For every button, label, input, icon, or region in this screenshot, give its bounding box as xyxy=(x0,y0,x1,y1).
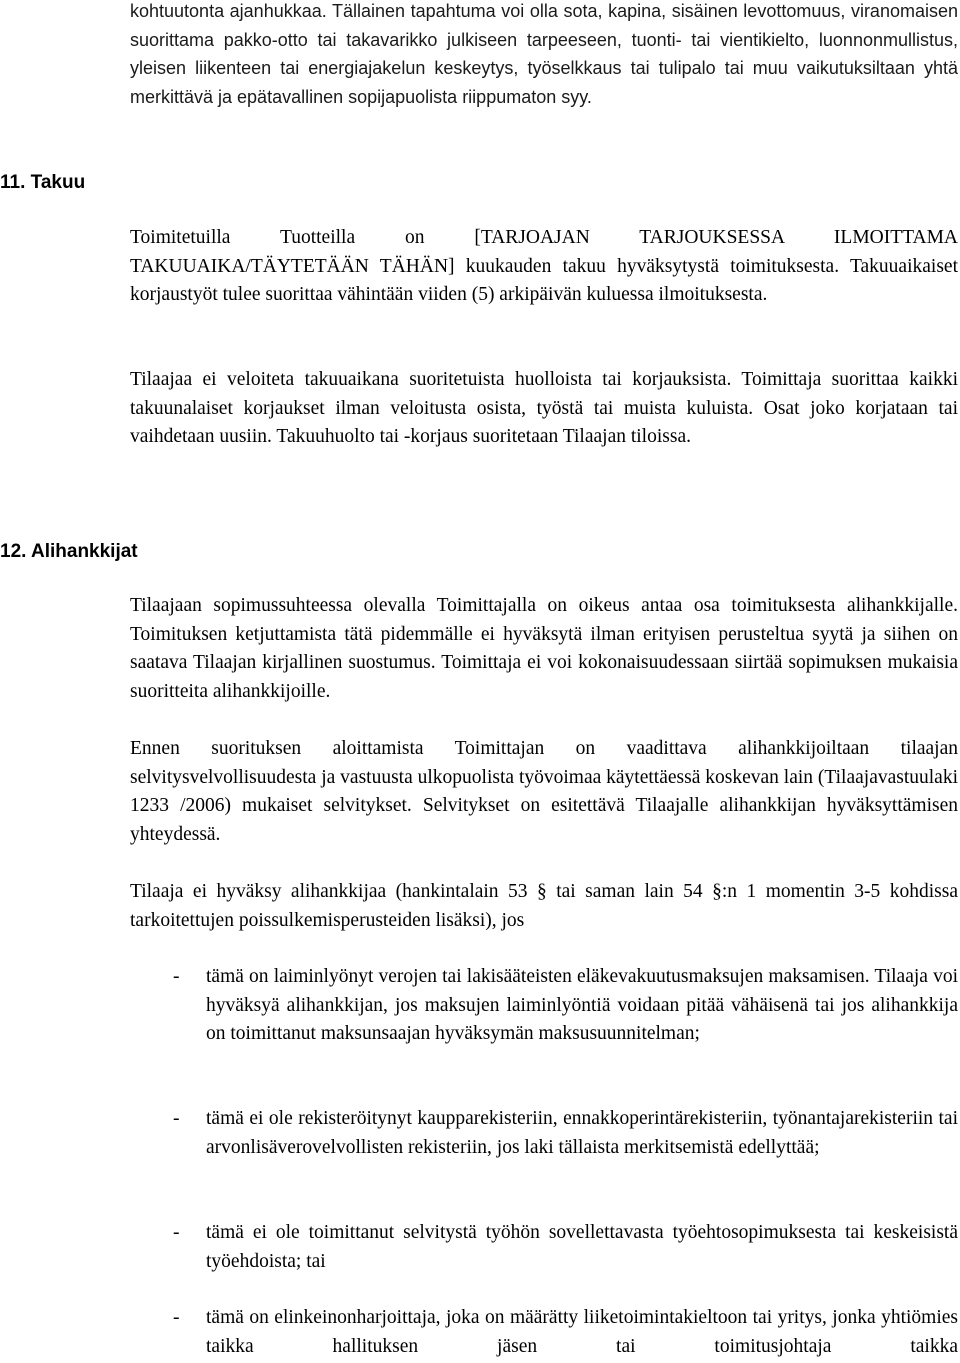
section-12-heading: 12. Alihankkijat xyxy=(0,541,138,562)
list-item-dash: - xyxy=(173,966,180,987)
list-item-text: tämä on elinkeinonharjoittaja, joka on määrätty liiketoimintakieltoon tai yritys, jonka yhtiömies taikka hallituksen jäsen tai toimitusjohtaja taikka xyxy=(206,1307,958,1357)
section-11-heading: 11. Takuu xyxy=(0,172,86,193)
list-item-dash: - xyxy=(173,1222,180,1243)
section-11-paragraph-1: Toimitetuilla Tuotteilla on [TARJOAJAN TARJOUKSESSA ILMOITTAMA TAKUUAIKA/TÄYTETÄÄN TÄHÄN] kuukauden takuu hyväksytystä toimituksesta. Takuuaikaiset korjaustyöt tulee suorittaa vähintään viiden (5) arkipäivän kuluessa ilmoituksesta. xyxy=(130,227,958,306)
list-item-text: tämä on laiminlyönyt verojen tai lakisääteisten eläkevakuutusmaksujen maksamisen. Tilaaja voi hyväksyä alihankkijan, jos maksujen laiminlyöntiä voidaan pitää vähäisenä tai jos alihankkija on toimittanut maksunsaajan hyväksymän maksusuunnitelman; xyxy=(206,966,958,1045)
section-12-paragraph-3: Tilaaja ei hyväksy alihankkijaa (hankintalain 53 § tai saman lain 54 §:n 1 momentin 3-5 kohdissa tarkoitettujen poissulkemisperusteiden lisäksi), jos xyxy=(130,881,958,931)
section-11-paragraph-2: Tilaajaa ei veloiteta takuuaikana suoritetuista huolloista tai korjauksista. Toimittaja suorittaa kaikki takuunalaiset korjaukset ilman veloitusta osista, työstä tai muista kuluista. Osat joko korjataan tai vaihdetaan uusiin. Takuuhuolto tai -korjaus suoritetaan Tilaajan tiloissa. xyxy=(130,369,958,448)
list-item-text: tämä ei ole rekisteröitynyt kaupparekisteriin, ennakkoperintärekisteriin, työnantajarekisteriin tai arvonlisäverovelvollisten rekisteriin, jos laki tällaista merkitsemistä edellyttää; xyxy=(206,1108,958,1158)
list-item xyxy=(173,1219,958,1276)
list-item xyxy=(173,1105,958,1162)
list-item xyxy=(173,1304,958,1361)
section-10-tail-paragraph: kohtuutonta ajanhukkaa. Tällainen tapahtuma voi olla sota, kapina, sisäinen levottomuus, viranomaisen suorittama pakko-otto tai takavarikko julkiseen tarpeeseen, tuonti- tai vientikielto, luonnonmullistus, yleisen liikenteen tai energiajakelun keskeytys, työselkkaus tai tulipalo tai muu vaikutuksiltaan yhtä merkittävä ja epätavallinen sopijapuolista riippumaton syy. xyxy=(130,1,958,107)
section-12-paragraph-1: Tilaajaan sopimussuhteessa olevalla Toimittajalla on oikeus antaa osa toimituksesta alihankkijalle. Toimituksen ketjuttamista tätä pidemmälle ei hyväksytä ilman erityisen perusteltua syytä ja siihen on saatava Tilaajan kirjallinen suostumus. Toimittaja ei voi kokonaisuudessaan siirtää sopimuksen mukaisia suoritteita alihankkijoille. xyxy=(130,595,958,702)
list-item-text: tämä ei ole toimittanut selvitystä työhön sovellettavasta työehtosopimuksesta tai keskeisistä työehdoista; tai xyxy=(206,1222,958,1272)
list-item-dash: - xyxy=(173,1307,180,1328)
section-12-paragraph-2: Ennen suorituksen aloittamista Toimittajan on vaadittava alihankkijoiltaan tilaajan selvitysvelvollisuudesta ja vastuusta ulkopuolista työvoimaa käytettäessä koskevan lain (Tilaajavastuulaki 1233 /2006) mukaiset selvitykset. Selvitykset on esitettävä Tilaajalle alihankkijan hyväksyttämisen yhteydessä. xyxy=(130,738,958,845)
list-item-dash: - xyxy=(173,1108,180,1129)
list-item xyxy=(173,963,958,1049)
